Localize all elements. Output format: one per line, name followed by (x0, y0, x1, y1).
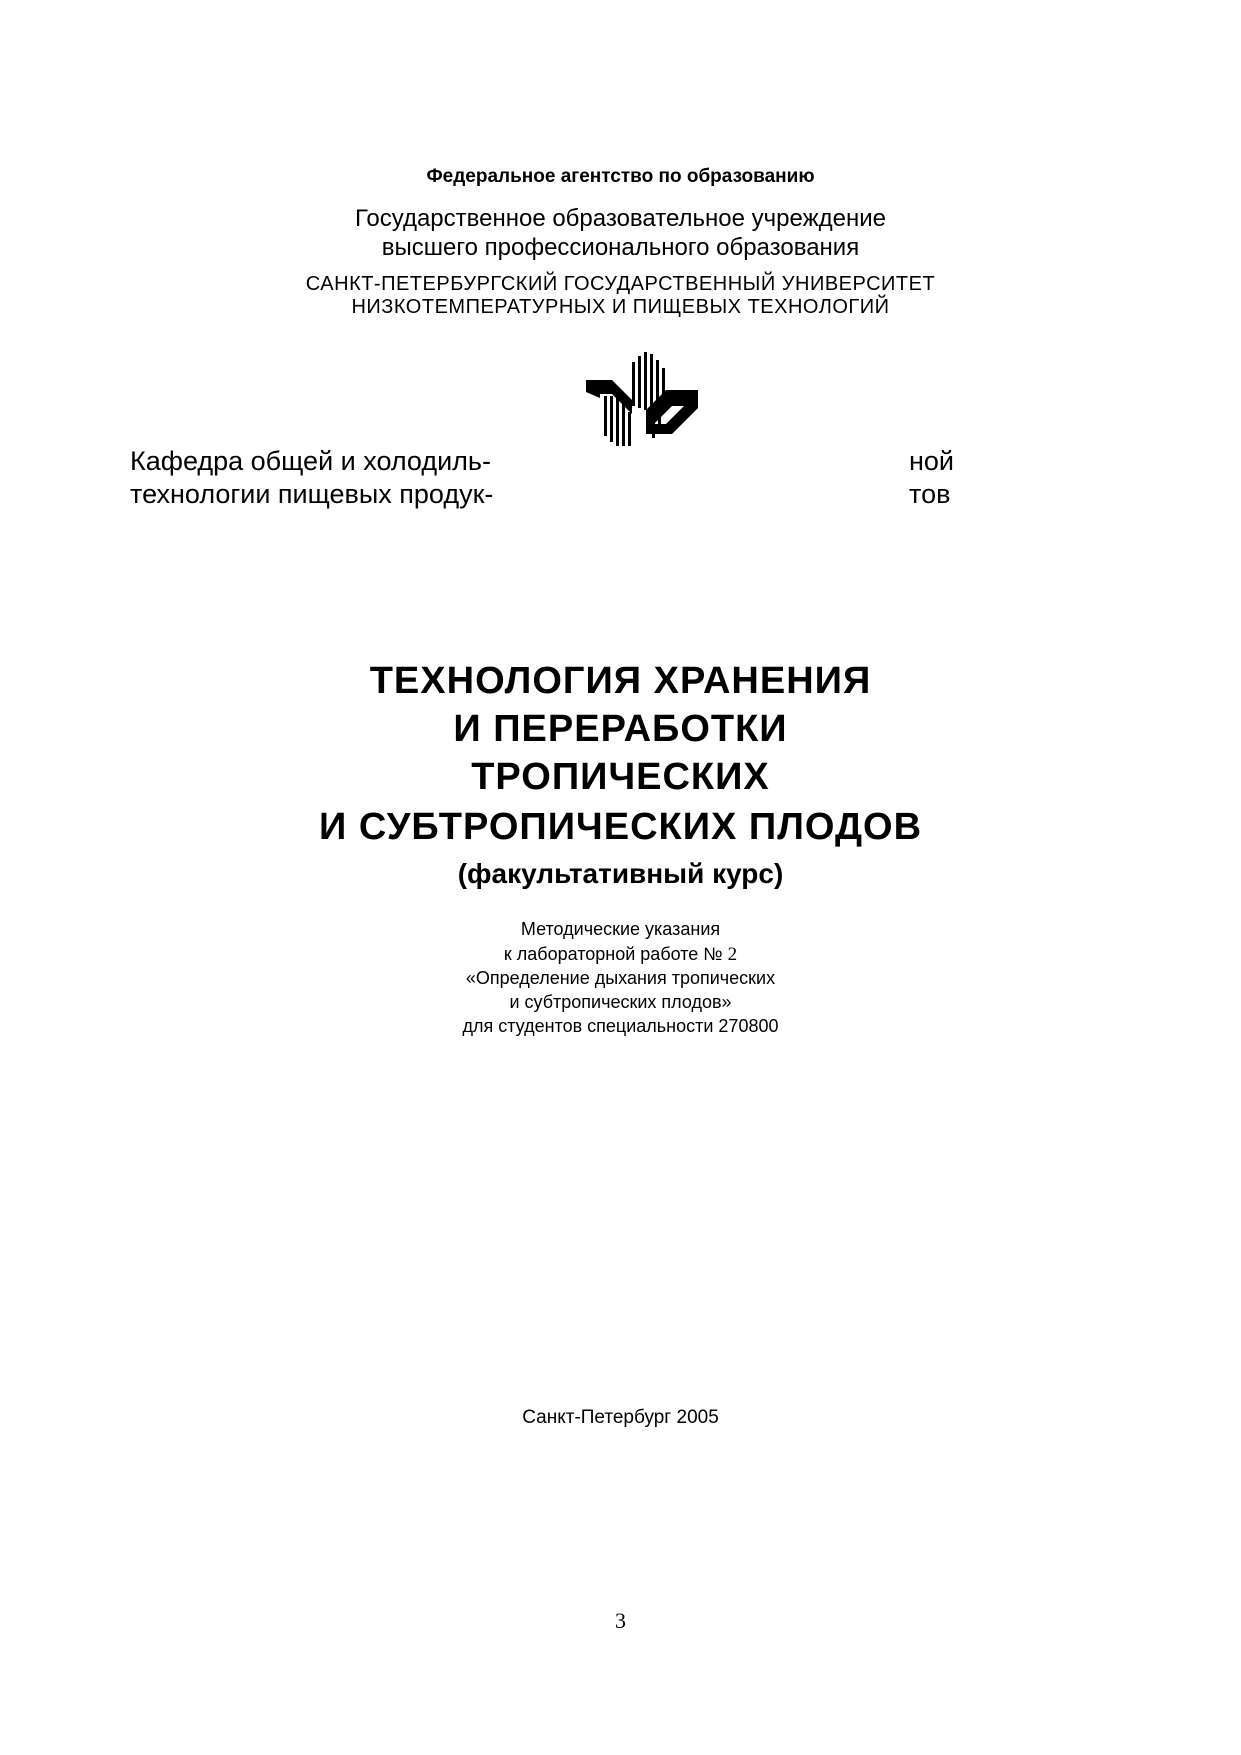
title-line-1: ТЕХНОЛОГИЯ ХРАНЕНИЯ (369, 660, 872, 702)
institution-line-2: высшего профессионального образования (381, 234, 860, 261)
university-emblem-icon (586, 352, 698, 452)
page-number: 3 (615, 1608, 626, 1633)
methodical-line-5: для студентов специальности 270800 (462, 1016, 779, 1036)
title-line-4: И СУБТРОПИЧЕСКИХ ПЛОДОВ (318, 806, 923, 848)
department-line-1-left: Кафедра общей и холодиль- (130, 446, 491, 476)
institution-line-1: Государственное образовательное учреждение (355, 205, 886, 232)
city-year: Санкт-Петербург 2005 (522, 1407, 719, 1428)
lab-work-number: 2 (727, 944, 738, 965)
university-line-1: САНКТ-ПЕТЕРБУРГСКИЙ ГОСУДАРСТВЕННЫЙ УНИВЕРСИТЕТ (305, 273, 936, 295)
agency-name: Федеральное агентство по образованию (426, 166, 815, 187)
methodical-line-2 (0, 944, 1241, 966)
methodical-line-2-text: к лабораторной работе № (503, 944, 728, 964)
title-line-3: ТРОПИЧЕСКИХ (471, 756, 770, 798)
university-line-2: НИЗКОТЕМПЕРАТУРНЫХ И ПИЩЕВЫХ ТЕХНОЛОГИЙ (351, 296, 890, 318)
methodical-line-3: «Определение дыхания тропических (465, 968, 776, 988)
title-subtitle: (факультативный курс) (457, 858, 784, 889)
title-line-2: И ПЕРЕРАБОТКИ (453, 708, 788, 750)
methodical-line-1: Методические указания (520, 919, 721, 939)
methodical-line-4: и субтропических плодов» (509, 992, 732, 1012)
department-line-2-left: технологии пищевых продук- (130, 479, 494, 509)
department-line-1-right: ной (909, 446, 955, 476)
department-line-2-right: тов (909, 479, 951, 509)
